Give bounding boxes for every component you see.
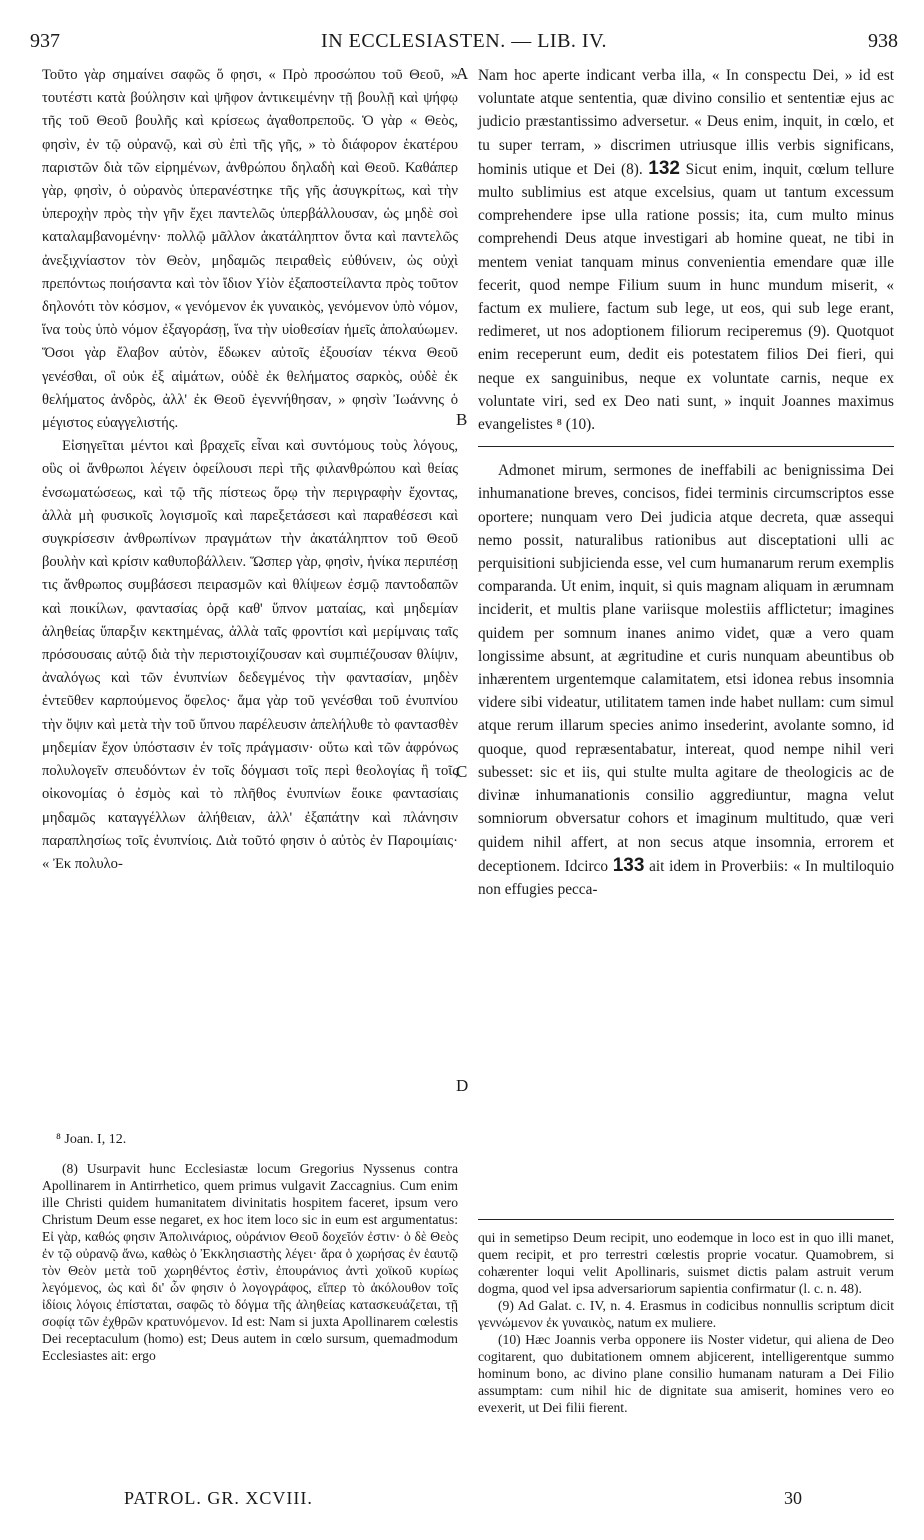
latin-paragraph-1 xyxy=(478,64,894,436)
latin-paragraph-1-start: Nam hoc aperte indicant verba illa, « In conspectu Dei, » id est voluntate atque sententia, quæ divino consilio et sententiæ ejus ac judicio præstantissimo adversetur. « Deus enim, inquit, in cœlo, et tu super terram, » discrimen utriusque illis verbis significans, hominis utique et Dei (8). xyxy=(478,67,894,178)
series-signature: PATROL. GR. XCVIII. xyxy=(124,1488,313,1508)
greek-paragraph-2: Εἰσηγεῖται μέντοι καὶ βραχεῖς εἶναι καὶ συντόμους τοὺς λόγους, οὓς οἱ ἄνθρωποι λέγειν ὀφείλουσι περὶ τῆς φιλανθρώπου καὶ θείας ἐνσωματώσεως, καὶ τῷ τῆς πίστεως ὅρῳ τὴν περιγραφὴν ἔχοντας, ἀλλὰ μὴ φυσικοῖς λογισμοῖς καὶ παρεξετάσεσι καὶ παραθέσεσι καὶ συγκρίσεσιν ἀνθρωπίνων πραγμάτων τὴν ἀκατάληπτον τοῦ Θεοῦ βουλὴν καὶ κρίσιν καθυποβάλλειν. Ὥσπερ γὰρ, φησὶν, ἡνίκα περιπέσῃ τις ἄνθρωπος συμβάσεσι πειρασμῶν καὶ θλίψεων ἐσμῷ παντοδαπῶν καὶ ποικίλων, φαντασίας ὁρᾷ καθ' ὕπνον ματαίας, καὶ μηδεμίαν ἀληθείας ὕπαρξιν κεκτημένας, ἀλλὰ ταῖς φροντίσι καὶ μερίμναις ταῖς πρόσουσαις αὐτῷ διὰ τὴν περιστοιχίζουσαν καὶ συμπιέζουσαν θλίψιν, ἀναλόγως καὶ τῶν ἐνυπνίων δεδεγμένος τὴν φαντασίαν, μηδὲν ἐντεῦθεν καρπούμενος ὄφελος· ἅμα γὰρ τοῦ γενέσθαι τοῦ ἐνυπνίου τὴν ὄψιν καὶ μετὰ τὴν τοῦ ὕπνου παρέλευσιν ἀπελήλυθε τὸ φαντασθὲν μηδεμίαν ἔχον ὑπόστασιν ἐν τοῖς πράγμασιν· οὕτω καὶ τῶν ἀφρόνως πολυλογεῖν σπευδόντων ἐν τοῖς δόγμασι τοῖς περὶ θεολογίας ἢ τοῖς οἰκονομίας ὁ ἐσμὸς καὶ τὸ πλῆθος ἐνυπνίων ἔοικε φαντασίαις μηδαμῶς καταγγέλλων ἀλήθειαν, ἀλλ' ἐξαπάτην καὶ πλάνησιν παραπλησίως τοῖς ἐνυπνίοις. Διὰ τοῦτό φησιν ὁ αὐτὸς ἐν Παροιμίαις· « Ἐκ πολυλο- xyxy=(42,438,458,872)
latin-paragraph-2-rest: ait idem in Proverbiis: « In multiloquio non effugies pecca- xyxy=(478,857,894,898)
margin-letter-d: D xyxy=(456,1076,469,1095)
margin-letter-a: A xyxy=(456,64,469,83)
gathering-number: 30 xyxy=(784,1488,802,1508)
margin-letter-c: C xyxy=(456,762,468,781)
margin-letter-b: B xyxy=(456,410,468,429)
footnote-rule xyxy=(478,1219,894,1220)
footnote-10: (10) Hæc Joannis verba opponere iis Noster videtur, qui aliena de Deo cogitarent, quo dubitationem omnem abjicerent, intelligerentque summo hominum bono, ac divino plane consilio humanam naturam a Dei Filio assumptam: cum nihil hic de dignitate sua amiserit, homines vero eo evexerit, ut Dei filii fierent. xyxy=(478,1332,894,1415)
section-marker-132: 132 xyxy=(648,157,680,179)
latin-paragraph-2 xyxy=(478,459,894,901)
latin-paragraph-1-rest: Sicut enim, inquit, cœlum tellure multo sublimius est atque excelsius, quam ut tantum excessum comprehendere ipse ulla ratione possis; ita, cum multo minus comprehendi Deus atque investigari ab homine queat, ne tibi in mentem veniat tanquam minus convenientia emendare quæ ille fecerit, quod nempe Filium suum in hunc mundum miserit, « factum ex muliere, factum sub lege, ut eos, qui sub lege erant, redimeret, ut nos adoptionem filiorum reciperemus (9). Quotquot enim receperunt eum, dedit eis potestatem filios Dei fieri, qui neque ex sanguinibus, neque ex voluntate carnis, neque ex voluntate viri, sed ex Deo nati sunt, » inquit Joannes maximus evangelistes ⁸ (10). xyxy=(478,160,894,434)
latin-column xyxy=(478,64,894,901)
section-marker-133: 133 xyxy=(612,854,645,876)
page-footer xyxy=(0,1488,924,1514)
scripture-reference-note: ⁸ Joan. I, 12. xyxy=(56,1132,127,1147)
running-title: IN ECCLESIASTEN. — LIB. IV. xyxy=(321,30,607,52)
greek-column xyxy=(42,64,458,876)
column-divider-rule xyxy=(478,446,894,447)
page-number-left: 937 xyxy=(30,30,60,52)
footnote-8: (8) Usurpavit hunc Ecclesiastæ locum Gregorius Nyssenus contra Apollinarem in Antirrhetico, quem primus vulgavit Zaccagnius. Cum enim ille Christi quidem humanitatem divinitatis hospitem faceret, ipsum vero Christum Deum esse negaret, ex hoc item loco sic in eum est argumentatus: Εἰ γὰρ, καθώς φησιν Ἀπολινάριος, οὐράνιον Θεοῦ δοχεῖόν ἐστιν· ὁ δὲ Θεὸς ἐν τῷ οὐρανῷ ἄνω, καθὼς ὁ Ἐκκλησιαστὴς λέγει· ἄρα ὁ χωρήσας ἐν ἑαυτῷ τὸν Θεὸν μετὰ τοῦ χωρηθέντος ἐστὶν, ἐπουράνιος ἀντὶ χοϊκοῦ κυρίως λεγόμενος, ὡς καὶ δι' ὧν φησιν ὁ λογογράφος, εἴπερ τὸ ἀκόλουθον τοῖς ἰδίοις λόγοις ἐπίσταται, σαφῶς τὸ δόγμα τῆς ἀληθείας κατασκευάζεται, τῇ σοφίᾳ τῶν ἐχθρῶν κρατυνόμενον. Id est: Nam si juxta Apollinarem cœlestis Dei receptaculum (homo) est; Deus autem in cœlo sursum, quemadmodum Ecclesiastes ait: ergo xyxy=(42,1161,458,1363)
footnote-column-right xyxy=(478,1229,894,1416)
page-number-right: 938 xyxy=(868,30,898,52)
latin-paragraph-2-start: Admonet mirum, sermones de ineffabili ac benignissima Dei inhumanatione breves, concisos, fidei terminis circumscriptos esse oportere; nunquam vero Dei judicia atque decreta, quæ assequi nemo possit, naturalibus rationibus aut disceptationi ulli ac perquisitioni subjicienda esse, vel cum humanarum rerum exemplis comparanda. Ut enim, inquit, si quis magnam aliquam in ærumnam inciderit, et multis plane variisque molestiis afflictetur; imagines quidem per somnum inanes animo videt, quæ a vero quam longissime absunt, at ægritudine et curis nunquam abeuntibus ob inhærentem urgentemque calamitatem, etsi idonea rebus insomnia videre sibi videatur, utilitatem tamen inde habet nullam: cum simul atque rerum illarum species animo insederint, avolante somno, id quoque, quod repræsentabatur, intereat, quod nempe nihil veri subesset: sic et iis, qui stulte multa agitare de theologicis ac de divinæ inhumanationis consilio aggrediuntur, magna velut somniorum obversatur cohors et imaginum multitudo, quæ veri quidem nihil affert, at non secus atque insomnia, errorem et deceptionem. Idcirco xyxy=(478,462,894,875)
footnote-8-continued: qui in semetipso Deum recipit, uno eodemque in loco est in quo illi manet, quem recipit, et pro terrestri cœlestis proprie vocatur. Quamobrem, si cohærenter loqui velit Apollinaris, suismet dictis palam astruit verum dogma, quod vel ipsa adversariorum sapientia confirmatur (l. c. n. 48). xyxy=(478,1230,894,1296)
footnote-9: (9) Ad Galat. c. IV, n. 4. Erasmus in codicibus nonnullis scriptum dicit γεννώμενον ἐκ γυναικὸς, natum ex muliere. xyxy=(478,1298,894,1330)
footnote-column-left xyxy=(42,1160,458,1364)
greek-paragraph-1: Τοῦτο γὰρ σημαίνει σαφῶς ὅ φησι, « Πρὸ προσώπου τοῦ Θεοῦ, » τουτέστι κατὰ βούλησιν καὶ ψῆφον ἀντικειμένην τῇ βουλῇ καὶ ψήφῳ τῆς τοῦ Θεοῦ βουλῆς καὶ κρίσεως ἀγαθοπρεποῦς. Ὁ γὰρ « Θεὸς, φησὶν, ἐν τῷ οὐρανῷ, καὶ σὺ ἐπὶ τῆς γῆς, » τὸ διάφορον ἑκατέρου παριστῶν διὰ τῶν εἰρημένων, ἀνθρώπου δηλαδὴ καὶ Θεοῦ. Καθάπερ γὰρ, φησὶν, ὁ οὐρανὸς ὑπερανέστηκε τῆς γῆς ἀσυγκρίτως, καὶ τὴν ὑπεροχὴν πρὸς τὴν γῆν ἔχει παντελῶς ὑπερβάλλουσαν, ὡς μηδὲ σοὶ καταλαμβανομένην· πολλῷ μᾶλλον ἀκατάληπτον ὄντα καὶ παντελῶς ἀνεξιχνίαστον τὸν Θεὸν, μηδαμῶς πειραθεὶς εὐθύνειν, ὡς οὐχὶ πρεπόντως ποιήσαντα καὶ τὸν ἴδιον Υἱὸν ἐξαποστείλαντα πρὸς τοῦτον δηλονότι τὸν κόσμον, « γενόμενον ἐκ γυναικὸς, γενόμενον ὑπὸ νόμον, ἵνα τοὺς ὑπὸ νόμον ἐξαγοράσῃ, ἵνα τὴν υἱοθεσίαν ἡμεῖς ἀπολαύωμεν. Ὅσοι γὰρ ἔλαβον αὐτὸν, ἔδωκεν αὐτοῖς ἐξουσίαν τέκνα Θεοῦ γενέσθαι, οἳ οὐκ ἐξ αἱμάτων, οὐδὲ ἐκ θελήματος σαρκὸς, οὐδὲ ἐκ θελήματος ἀνδρὸς, ἀλλ' ἐκ Θεοῦ ἐγεννήθησαν, » φησὶν Ἰωάννης ὁ μέγιστος εὐαγγελιστής. xyxy=(42,67,458,432)
running-header xyxy=(30,28,898,60)
